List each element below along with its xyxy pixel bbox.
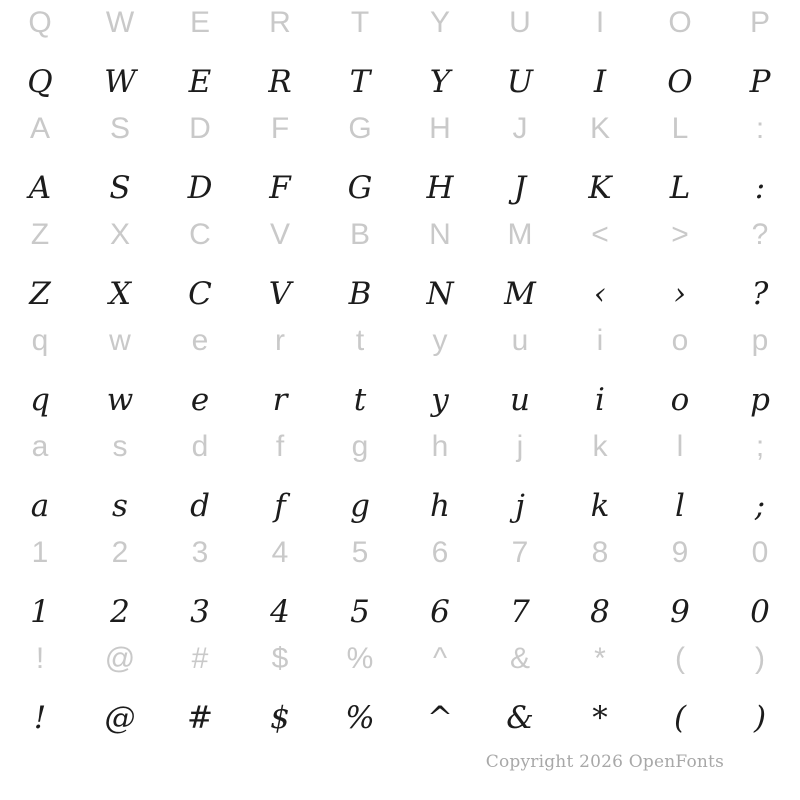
reference-glyph: 7 — [511, 536, 529, 569]
sample-glyph: 4 — [270, 594, 290, 630]
reference-glyph: G — [348, 112, 372, 145]
reference-glyph: t — [355, 324, 365, 357]
reference-glyph: X — [109, 218, 130, 251]
sample-glyph: 5 — [350, 594, 370, 630]
reference-glyph: ) — [755, 642, 765, 675]
reference-glyph: 1 — [31, 536, 49, 569]
sample-glyph: ; — [754, 488, 766, 524]
sample-glyph: C — [188, 276, 212, 312]
sample-glyph: j — [515, 488, 525, 524]
reference-glyph: q — [31, 324, 49, 357]
sample-glyph: 9 — [670, 594, 690, 630]
sample-glyph: l — [675, 488, 685, 524]
sample-glyph: › — [673, 276, 687, 312]
glyph-row-pair — [0, 530, 800, 636]
sample-glyph: E — [188, 64, 212, 100]
reference-glyph: B — [349, 218, 370, 251]
reference-glyph: A — [29, 112, 50, 145]
reference-glyph: H — [429, 112, 451, 145]
sample-glyph: B — [348, 276, 372, 312]
reference-glyph: ; — [755, 430, 765, 463]
sample-glyph: w — [106, 382, 134, 418]
reference-glyph: ( — [675, 642, 685, 675]
sample-glyph-row — [0, 364, 800, 418]
sample-glyph: y — [431, 382, 449, 418]
sample-glyph: ) — [753, 700, 767, 736]
sample-glyph: 3 — [190, 594, 210, 630]
sample-glyph: W — [104, 64, 136, 100]
sample-glyph: O — [667, 64, 693, 100]
reference-glyph: W — [105, 6, 135, 39]
sample-glyph: J — [513, 170, 527, 206]
reference-glyph: e — [191, 324, 209, 357]
reference-glyph: N — [429, 218, 451, 251]
reference-glyph: O — [668, 6, 692, 39]
sample-glyph: K — [588, 170, 612, 206]
reference-glyph: P — [749, 6, 770, 39]
sample-glyph: M — [504, 276, 536, 312]
glyph-row-pair — [0, 318, 800, 424]
reference-glyph: h — [431, 430, 449, 463]
sample-glyph: V — [268, 276, 292, 312]
reference-glyph: F — [270, 112, 290, 145]
reference-glyph: u — [511, 324, 529, 357]
sample-glyph: # — [187, 700, 213, 736]
sample-glyph: Z — [29, 276, 51, 312]
reference-glyph: p — [751, 324, 769, 357]
reference-glyph: C — [189, 218, 211, 251]
sample-glyph-row — [0, 470, 800, 524]
glyph-row-pair — [0, 424, 800, 530]
sample-glyph-row — [0, 152, 800, 206]
reference-glyph: R — [269, 6, 291, 39]
sample-glyph: e — [190, 382, 210, 418]
sample-glyph: Y — [429, 64, 451, 100]
sample-glyph: T — [349, 64, 371, 100]
sample-glyph: u — [510, 382, 530, 418]
reference-glyph: g — [351, 430, 369, 463]
reference-glyph: f — [275, 430, 285, 463]
sample-glyph: 6 — [430, 594, 450, 630]
sample-glyph: ^ — [427, 700, 453, 736]
reference-glyph: Q — [28, 6, 52, 39]
reference-glyph: U — [509, 6, 531, 39]
reference-glyph-row — [0, 530, 800, 576]
reference-glyph: M — [507, 218, 533, 251]
sample-glyph: X — [108, 276, 132, 312]
reference-glyph: o — [671, 324, 689, 357]
sample-glyph: ? — [751, 276, 769, 312]
sample-glyph-row — [0, 258, 800, 312]
sample-glyph: H — [426, 170, 454, 206]
sample-glyph: s — [112, 488, 128, 524]
sample-glyph: h — [430, 488, 450, 524]
sample-glyph: 1 — [30, 594, 50, 630]
sample-glyph: U — [506, 64, 534, 100]
reference-glyph: 9 — [671, 536, 689, 569]
sample-glyph: G — [347, 170, 373, 206]
sample-glyph: N — [426, 276, 454, 312]
reference-glyph: 4 — [271, 536, 289, 569]
copyright-notice: Copyright 2026 OpenFonts — [485, 752, 724, 772]
reference-glyph: l — [676, 430, 684, 463]
sample-glyph: % — [345, 700, 375, 736]
sample-glyph: r — [272, 382, 288, 418]
reference-glyph: D — [189, 112, 211, 145]
sample-glyph: k — [590, 488, 610, 524]
sample-glyph: : — [754, 170, 766, 206]
sample-glyph: L — [669, 170, 691, 206]
reference-glyph: ^ — [432, 642, 448, 675]
sample-glyph: Q — [27, 64, 53, 100]
sample-glyph: I — [593, 64, 607, 100]
sample-glyph: q — [30, 382, 50, 418]
reference-glyph: T — [350, 6, 370, 39]
sample-glyph: * — [592, 700, 608, 736]
reference-glyph-row — [0, 212, 800, 258]
reference-glyph: L — [671, 112, 689, 145]
sample-glyph: P — [749, 64, 771, 100]
reference-glyph: > — [671, 218, 689, 251]
reference-glyph-row — [0, 0, 800, 46]
reference-glyph-row — [0, 636, 800, 682]
sample-glyph: 0 — [750, 594, 770, 630]
reference-glyph: ? — [751, 218, 769, 251]
sample-glyph: ! — [33, 700, 47, 736]
glyph-row-pair — [0, 636, 800, 742]
reference-glyph: J — [512, 112, 528, 145]
reference-glyph: j — [516, 430, 524, 463]
glyph-row-pair — [0, 212, 800, 318]
reference-glyph: E — [189, 6, 210, 39]
sample-glyph: F — [269, 170, 291, 206]
reference-glyph: y — [432, 324, 448, 357]
reference-glyph: S — [109, 112, 130, 145]
reference-glyph: # — [191, 642, 209, 675]
reference-glyph: s — [112, 430, 128, 463]
reference-glyph: Z — [30, 218, 50, 251]
sample-glyph: $ — [270, 700, 290, 736]
reference-glyph: < — [591, 218, 609, 251]
sample-glyph: g — [350, 488, 370, 524]
sample-glyph: R — [268, 64, 292, 100]
reference-glyph-row — [0, 424, 800, 470]
sample-glyph: ‹ — [593, 276, 607, 312]
sample-glyph-row — [0, 576, 800, 630]
sample-glyph: @ — [104, 700, 136, 736]
reference-glyph: k — [592, 430, 608, 463]
reference-glyph: ! — [35, 642, 45, 675]
sample-glyph: i — [595, 382, 605, 418]
sample-glyph: D — [187, 170, 213, 206]
sample-glyph: & — [506, 700, 534, 736]
reference-glyph: Y — [429, 6, 450, 39]
reference-glyph: 2 — [111, 536, 129, 569]
glyph-row-pair — [0, 106, 800, 212]
sample-glyph: o — [670, 382, 690, 418]
sample-glyph: p — [750, 382, 770, 418]
sample-glyph: 8 — [590, 594, 610, 630]
reference-glyph: @ — [104, 642, 136, 675]
reference-glyph: 3 — [191, 536, 209, 569]
sample-glyph-row — [0, 682, 800, 736]
sample-glyph: t — [353, 382, 367, 418]
reference-glyph: 8 — [591, 536, 609, 569]
reference-glyph: I — [595, 6, 605, 39]
reference-glyph: 5 — [351, 536, 369, 569]
sample-glyph: ( — [673, 700, 687, 736]
sample-glyph: d — [190, 488, 210, 524]
reference-glyph: K — [589, 112, 610, 145]
reference-glyph: : — [755, 112, 765, 145]
sample-glyph: S — [109, 170, 131, 206]
sample-glyph: A — [28, 170, 52, 206]
sample-glyph: a — [30, 488, 50, 524]
reference-glyph: V — [269, 218, 290, 251]
sample-glyph-row — [0, 46, 800, 100]
sample-glyph: 2 — [110, 594, 130, 630]
reference-glyph: % — [346, 642, 374, 675]
reference-glyph: $ — [271, 642, 289, 675]
reference-glyph: w — [109, 324, 131, 357]
reference-glyph: i — [596, 324, 604, 357]
reference-glyph: a — [31, 430, 49, 463]
reference-glyph: 6 — [431, 536, 449, 569]
reference-glyph: r — [275, 324, 285, 357]
reference-glyph-row — [0, 106, 800, 152]
reference-glyph-row — [0, 318, 800, 364]
glyph-row-pair — [0, 0, 800, 106]
reference-glyph: & — [509, 642, 530, 675]
sample-glyph: 7 — [510, 594, 530, 630]
row-gap — [0, 736, 800, 742]
sample-glyph: f — [274, 488, 286, 524]
reference-glyph: * — [594, 642, 606, 675]
reference-glyph: 0 — [751, 536, 769, 569]
reference-glyph: d — [191, 430, 209, 463]
